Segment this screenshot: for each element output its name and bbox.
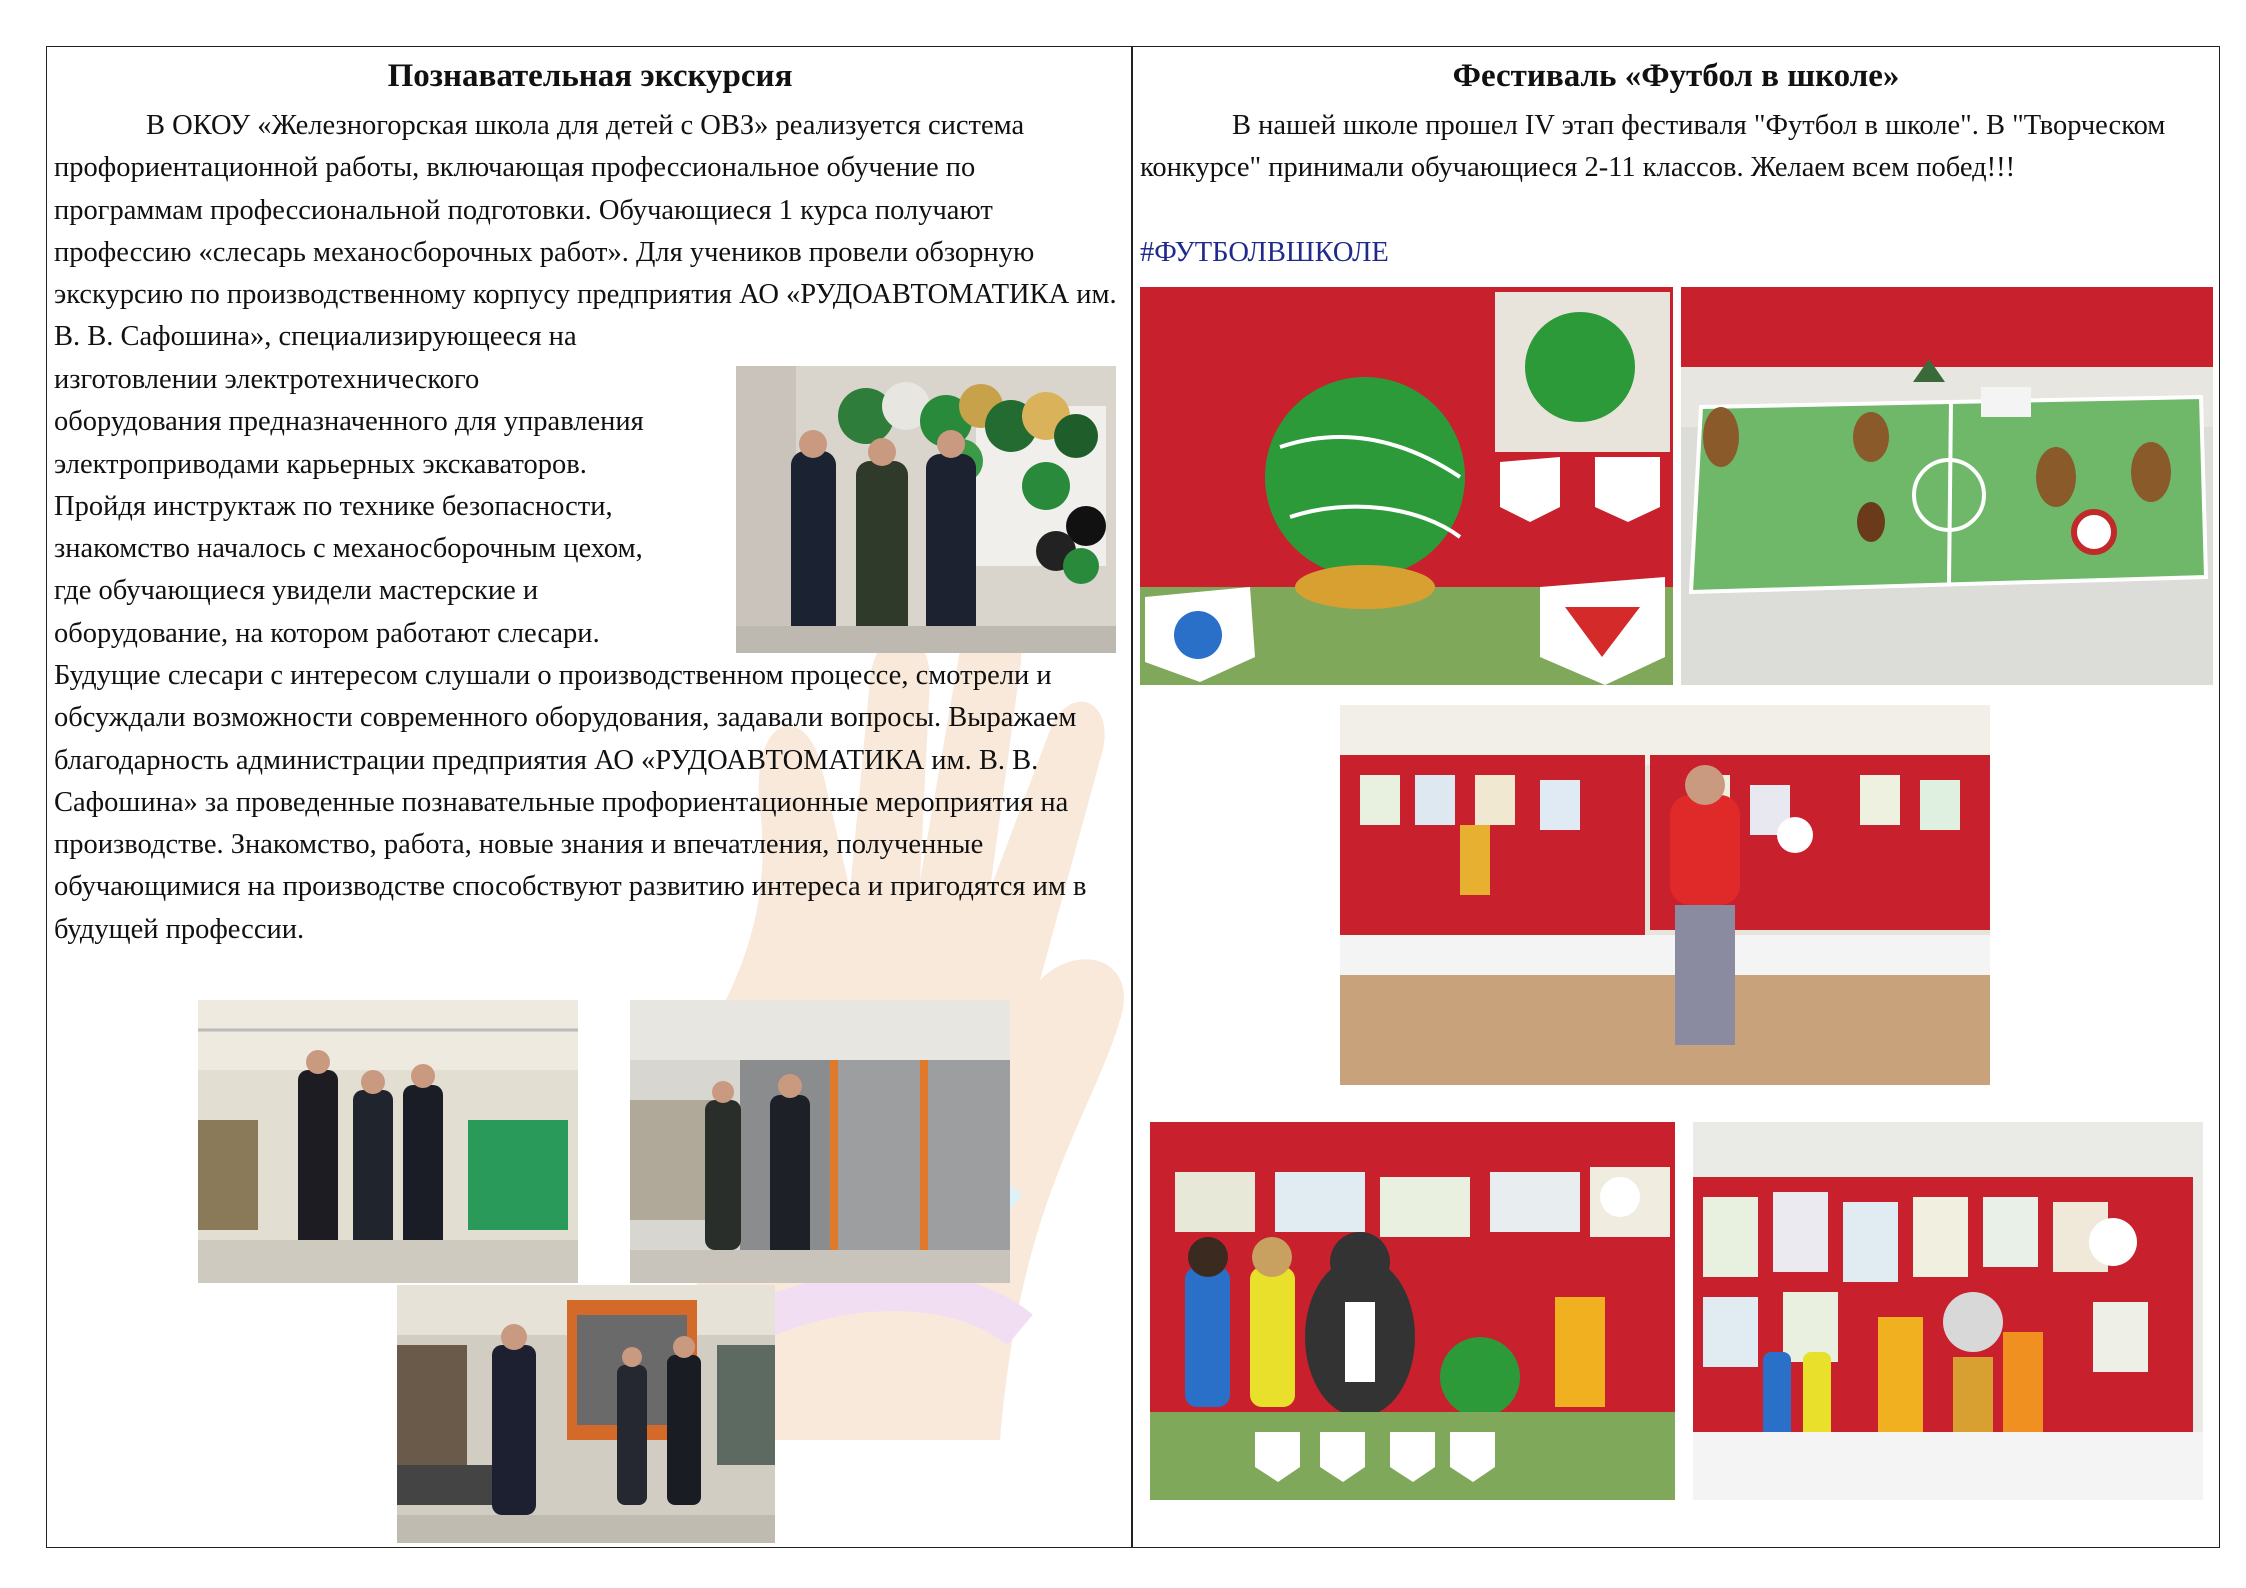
left-paragraph-bottom: Будущие слесари с интересом слушали о производственном процессе, смотрели и обсуждали возможности современного оборудования, задавали вопросы. Выражаем благодарность администрации предприятия АО «РУДОАВТОМАТИКА им. В. В. Сафошина» за проведенные познавательные профориентационные мероприятия на производстве. Знакомство, работа, новые знания и впечатления, полученные обучающимися на производстве способствуют развитию интереса и пригодятся им в будущей профессии.: [54, 660, 1087, 945]
workshop-photo-3: [397, 1285, 775, 1543]
wrap-line: электроприводами карьерных экскаваторов.: [54, 448, 587, 480]
wrap-line: Пройдя инструктаж по технике безопасности,: [54, 490, 613, 522]
wrap-line: где обучающиеся увидели мастерские и: [54, 575, 539, 607]
left-paragraph-top: В ОКОУ «Железногорская школа для детей с ОВЗ» реализуется система профориентационной работы, включающая профессиональное обучение по программам профессиональной подготовки. Обучающиеся 1 курса получают профессию «слесарь механосборочных работ». Для учеников провели обзорную экскурсию по производственному корпусу предприятия АО «РУДОАВТОМАТИКА им. В. В. Сафошина», специализирующееся на: [54, 110, 1117, 353]
workshop-photo-2: [630, 1000, 1010, 1283]
pine-cone-field-photo: [1681, 287, 2213, 685]
right-paragraph: В нашей школе прошел IV этап фестиваля "Футбол в школе". В "Творческом конкурсе" принимали обучающиеся 2-11 классов. Желаем всем побед!!!: [1140, 110, 2166, 184]
left-wrap-text: [54, 359, 734, 655]
left-article-title: Познавательная экскурсия: [387, 58, 793, 94]
trophies-stand-photo: [1693, 1122, 2203, 1500]
exhibition-teacher-photo: [1340, 705, 1990, 1085]
wrap-line: оборудования предназначенного для управления: [54, 406, 644, 438]
wrap-line: знакомство началось с механосборочным цехом,: [54, 533, 643, 565]
column-divider: [1131, 46, 1133, 1548]
wrap-line: изготовлении электротехнического: [54, 364, 480, 395]
football-globe-craft-photo: [1140, 287, 1673, 685]
wrap-line: оборудование, на котором работают слесари.: [54, 617, 600, 649]
right-article-title: Фестиваль «Футбол в школе»: [1452, 58, 1900, 94]
hashtag-link[interactable]: #ФУТБОЛВШКОЛЕ: [1140, 237, 1389, 268]
students-balloon-photo: [736, 366, 1116, 653]
dolls-stand-photo: [1150, 1122, 1675, 1500]
workshop-photo-1: [198, 1000, 578, 1283]
